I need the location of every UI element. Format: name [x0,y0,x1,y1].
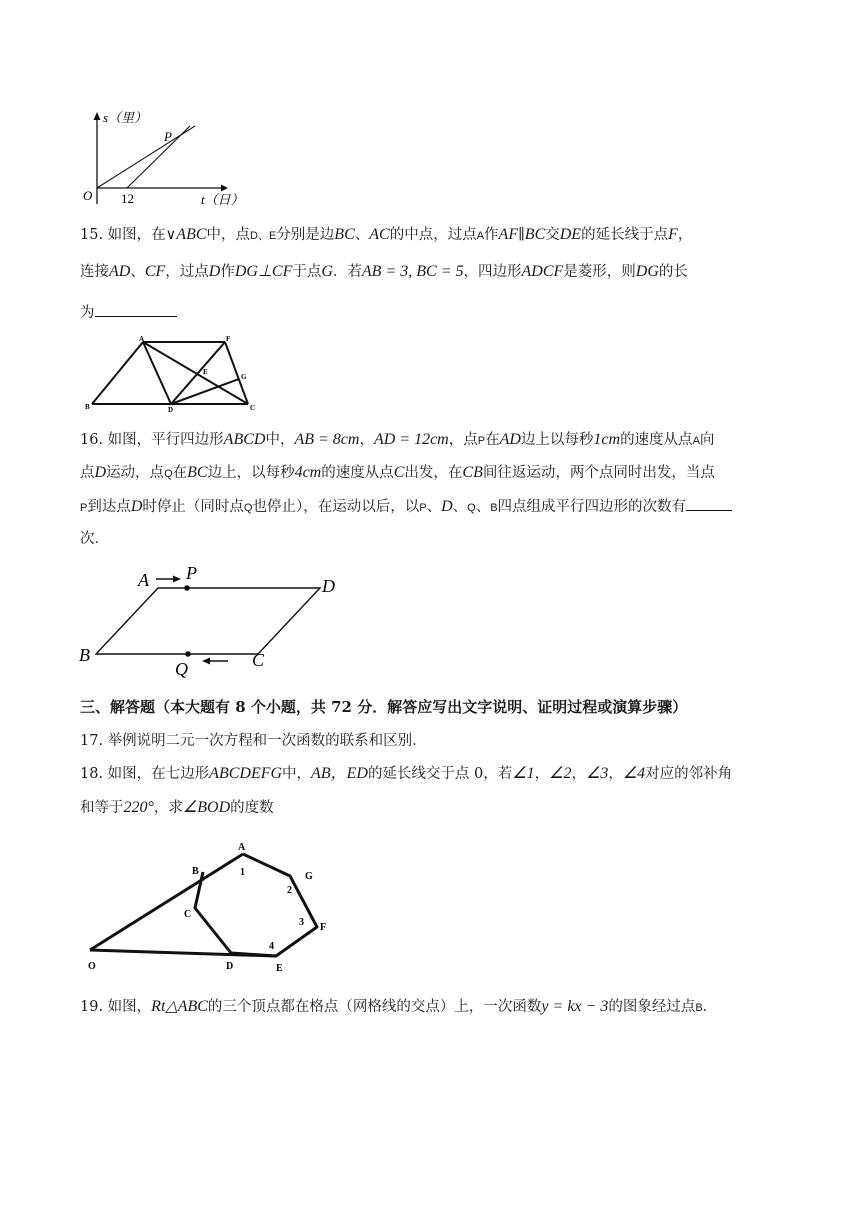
math: ABC [176,226,207,243]
math: AF [498,226,519,243]
parallelogram-figure [76,562,346,680]
math: DG [635,263,659,280]
rhombus-figure [82,336,258,416]
text: 到达点 [87,499,131,515]
text: 时停止（同时点 [142,499,244,515]
label-g: G [241,373,247,381]
text: 的图象经过点 [608,999,696,1015]
math: ABCDEFG [209,765,283,782]
question-number: 16. [80,432,104,448]
label-b: B [85,403,90,411]
math: BC [334,226,355,243]
math: ∠4 [622,765,646,782]
q15-line2 [80,262,688,282]
text: ，过点 [165,264,209,280]
text: ， [608,766,623,782]
question-number: 17. [80,733,104,749]
label-c: C [184,909,192,920]
math: B [695,1002,703,1014]
text: 的速度从点 [321,465,394,481]
math: AD [499,431,521,448]
math: F [668,226,678,243]
math: ∠BOD [182,799,231,816]
q16-line2 [80,463,715,484]
text: 的长 [658,264,688,280]
math: A [692,435,700,447]
q15-line1 [80,225,692,246]
y-axis-label: s（里） [103,110,148,125]
math: ADCF [521,263,564,280]
math: 220° [123,799,154,816]
text: 中， [282,766,312,782]
section-heading: 三、解答题（本大题有 8 个小题，共 72 分．解答应写出文字说明、证明过程或演算步骤） [80,698,688,716]
question-number: 19. [80,999,104,1015]
math: G [321,263,333,280]
q17-line [80,731,427,751]
text: 作 [220,264,235,280]
q16-line1 [80,430,714,451]
text: 和等于 [80,800,124,816]
math: AB = 8cm [294,431,360,448]
math: D [130,498,143,515]
angle-1-label: 1 [240,867,245,878]
text: ， [534,766,550,782]
text: ．若 [332,264,362,280]
q16-line4 [80,529,109,549]
math: D [94,464,107,481]
text: 向 [699,432,715,448]
math: P [419,502,427,514]
text: ， [359,432,374,448]
math: 1cm [593,431,621,448]
text: 的度数 [230,800,274,816]
question-number: 15. [80,227,104,243]
text: 的延长线于点 [581,227,669,243]
math: ∠3 [585,765,609,782]
text: 在 [485,432,500,448]
text: ，点 [448,432,478,448]
math: ABCD [223,431,266,448]
math: C [393,464,405,481]
text: ， [571,766,586,782]
math: A [476,230,485,242]
text: 如图，在七边形 [107,766,210,782]
text: 在 [172,465,188,481]
point-p-label: P [164,129,172,144]
label-d: D [168,406,174,414]
math: AD [109,263,131,280]
label-q: Q [175,659,188,679]
math: CB [462,464,483,481]
math: CF [144,263,166,280]
math: B [490,502,498,514]
question-text: 举例说明二元一次方程和一次函数的联系和区别． [107,733,427,749]
text: ，四边形 [463,264,522,280]
text: 作 [484,227,499,243]
text: 分别是边 [276,227,335,243]
answer-blank[interactable] [95,302,177,317]
angle-4-label: 4 [269,941,274,952]
math: y = kx − 3 [541,998,609,1015]
text: 次． [80,531,109,547]
math: P [80,502,88,514]
text: 如图， [107,999,152,1015]
text: 的速度从点 [620,432,693,448]
text: 交 [545,227,560,243]
math: ∠2 [549,765,572,782]
q18-line2 [80,798,274,818]
math: Q [243,502,253,514]
label-b: B [79,645,90,665]
label-e: E [276,963,283,974]
text: 、 [426,499,442,515]
math: AB = 3, BC = 5 [361,263,464,280]
label-a: A [238,842,246,853]
text: 间往返运动，两个点同时出发，当点 [482,465,715,481]
label-f: F [226,336,231,343]
origin-label: O [83,188,93,203]
angle-3-label: 3 [299,917,304,928]
tick-label-12: 12 [121,191,134,206]
text: 的中点，过点 [389,227,477,243]
text: ． [702,999,718,1015]
q15-line3 [80,302,177,323]
label-p: P [186,563,197,583]
text: 边上，以每秒 [207,465,295,481]
math: AB，ED [311,765,368,782]
label-a: A [138,570,149,590]
label-e: E [203,368,208,376]
text: ， [677,227,693,243]
text: 为 [80,305,95,321]
text: 边上以每秒 [520,432,594,448]
distance-time-graph [75,108,245,210]
label-c: C [252,650,265,670]
label-a: A [139,336,145,343]
text: 的延长线交于点 0，若 [367,766,513,782]
question-number: 18. [80,766,104,782]
text: 、 [452,499,468,515]
label-g: G [305,871,313,882]
text: 出发，在 [404,465,463,481]
text: 中，点 [206,227,251,243]
text: ∥ [518,227,525,243]
text: 如图，平行四边形 [107,432,224,448]
label-o: O [88,961,96,972]
math: BC [187,464,208,481]
math: D [441,498,453,515]
text: 对应的邻补角 [645,766,733,782]
math: Q [467,502,476,514]
text: 中， [265,432,295,448]
label-d: D [322,576,335,596]
math: Q [164,468,173,480]
q16-line3 [80,496,732,518]
text: 是菱形，则 [563,264,636,280]
label-b: B [192,866,199,877]
math: Rt△ABC [151,998,208,1015]
math: DE [559,226,582,243]
text: 、 [354,227,370,243]
text: 于点 [292,264,322,280]
label-f: F [320,922,327,933]
math: AC [369,226,390,243]
text: ，求 [153,800,183,816]
text: 的三个顶点都在格点（网格线的交点）上，一次函数 [207,999,542,1015]
text: 、 [130,264,145,280]
math: 4cm [294,464,322,481]
math: DG⊥CF [234,263,293,280]
text: 点 [80,465,95,481]
text: 四点组成平行四边形的次数有 [497,499,687,515]
math: P [477,435,486,447]
math: BC [524,226,546,243]
label-d: D [226,961,234,972]
heptagon-figure [80,836,340,976]
x-axis-label: t（日） [201,192,244,207]
math: ∠1 [512,765,535,782]
text: 也停止），在运动以后，以 [252,499,420,515]
q19-line1 [80,997,717,1018]
math: D [208,263,221,280]
angle-2-label: 2 [287,885,292,896]
text: 如图，在∨ [107,227,177,243]
text: 连接 [80,264,109,280]
label-c: C [250,404,256,412]
answer-blank[interactable] [686,496,732,511]
math: AD = 12cm [373,431,449,448]
text: 、 [475,499,491,515]
math: D、E [250,230,277,242]
q18-line1 [80,764,732,784]
text: 运动，点 [106,465,165,481]
